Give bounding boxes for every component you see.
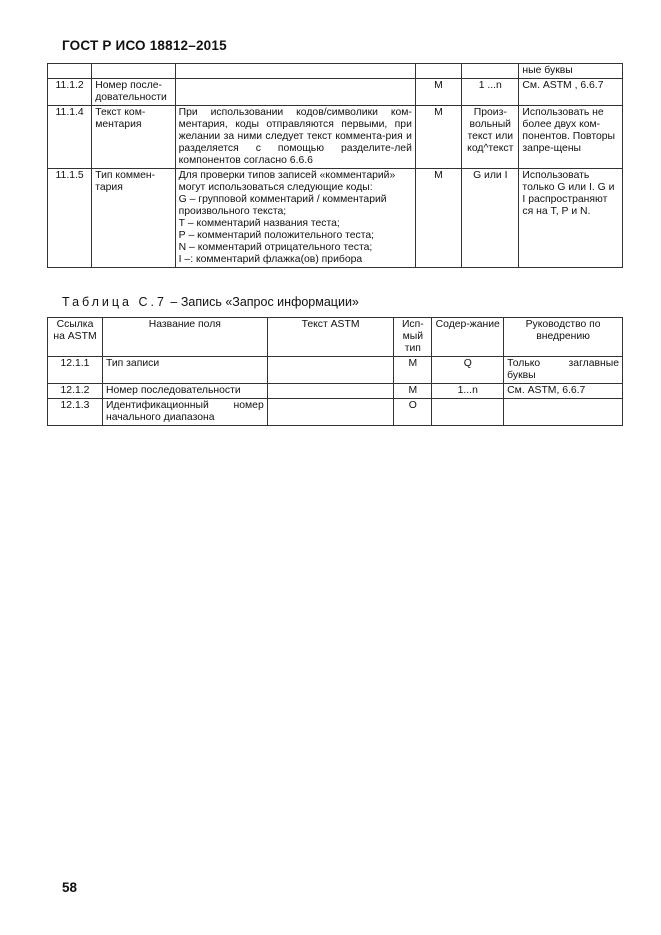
cell-type: M (415, 79, 461, 106)
cell-type: M (415, 106, 461, 169)
table-row (48, 64, 623, 79)
table-row (48, 169, 623, 268)
cell-content: 1 ...n (462, 79, 519, 106)
cell-guide: См. ASTM, 6.6.7 (504, 384, 623, 399)
desc-line: произвольного текста; (178, 206, 287, 217)
page-number: 58 (62, 880, 78, 895)
table-header-row (48, 318, 623, 357)
cell-text (267, 399, 394, 426)
cell-guide: Использовать только G или I. G и I распространяют ся на Т, Р и N. (519, 169, 623, 268)
caption-text: – Запись «Запрос информации» (170, 295, 359, 309)
cell-ref: 11.1.2 (48, 79, 92, 106)
cell-text (267, 384, 394, 399)
cell-name: Номер после-довательности (92, 79, 175, 106)
desc-line: N – комментарий отрицательного теста; (178, 242, 373, 253)
cell-content: Произ-вольный текст или код^текст (462, 106, 519, 169)
cell-name: Текст ком-ментария (92, 106, 175, 169)
desc-line: I –: комментарий флажка(ов) прибора (178, 254, 363, 265)
header-name: Название поля (102, 318, 267, 357)
cell-content (432, 399, 504, 426)
cell-type: M (394, 357, 432, 384)
cell-ref: 12.1.3 (48, 399, 103, 426)
header-content: Содер-жание (432, 318, 504, 357)
cell-desc: При использовании кодов/символики ком-ментария, коды отправляются первыми, при желании за ними следует текст коммента-рия и разделяется с помощью разделите-лей компонентов согласно 6.6.6 (175, 106, 415, 169)
cell-name: Идентификационный номер начального диапазона (102, 399, 267, 426)
desc-line: G – групповой комментарий / комментарий (178, 194, 387, 205)
table-row (48, 384, 623, 399)
cell-guide: См. ASTM , 6.6.7 (519, 79, 623, 106)
cell-guide: Использовать не более двух ком-понентов. Повторы запре-щены (519, 106, 623, 169)
cell-ref: 12.1.1 (48, 357, 103, 384)
cell-guide (504, 399, 623, 426)
cell-name: Номер последовательности (102, 384, 267, 399)
cell-ref: 11.1.4 (48, 106, 92, 169)
cell-desc (175, 169, 415, 268)
table-row (48, 357, 623, 384)
table-caption (62, 295, 359, 309)
cell-text (267, 357, 394, 384)
table-row (48, 399, 623, 426)
header-astm-text: Текст ASTM (267, 318, 394, 357)
desc-line: могут использоваться следующие коды: (178, 182, 373, 193)
desc-line: Для проверки типов записей «комментарий» (178, 170, 396, 181)
document-header: ГОСТ Р ИСО 18812–2015 (62, 38, 227, 53)
table-c6-continuation (47, 63, 623, 268)
header-guide: Руководство по внедрению (504, 318, 623, 357)
cell-content: 1...n (432, 384, 504, 399)
cell-name: Тип коммен-тария (92, 169, 175, 268)
cell-content: Q (432, 357, 504, 384)
caption-prefix: Таблица С.7 (62, 295, 167, 309)
table-row (48, 106, 623, 169)
cell-desc (175, 79, 415, 106)
desc-line: Т – комментарий названия теста; (178, 218, 340, 229)
cell-type: M (415, 169, 461, 268)
cell-type: O (394, 399, 432, 426)
cell-guide: Только заглавные буквы (504, 357, 623, 384)
header-ref: Ссылка на ASTM (48, 318, 103, 357)
table-row (48, 79, 623, 106)
cell-ref: 11.1.5 (48, 169, 92, 268)
cell-content: G или I (462, 169, 519, 268)
desc-line: Р – комментарий положительного теста; (178, 230, 375, 241)
cell-ref: 12.1.2 (48, 384, 103, 399)
cell-type: M (394, 384, 432, 399)
header-type: Исп-мый тип (394, 318, 432, 357)
cell-guide: ные буквы (519, 64, 623, 79)
table-c7 (47, 317, 623, 426)
cell-name: Тип записи (102, 357, 267, 384)
